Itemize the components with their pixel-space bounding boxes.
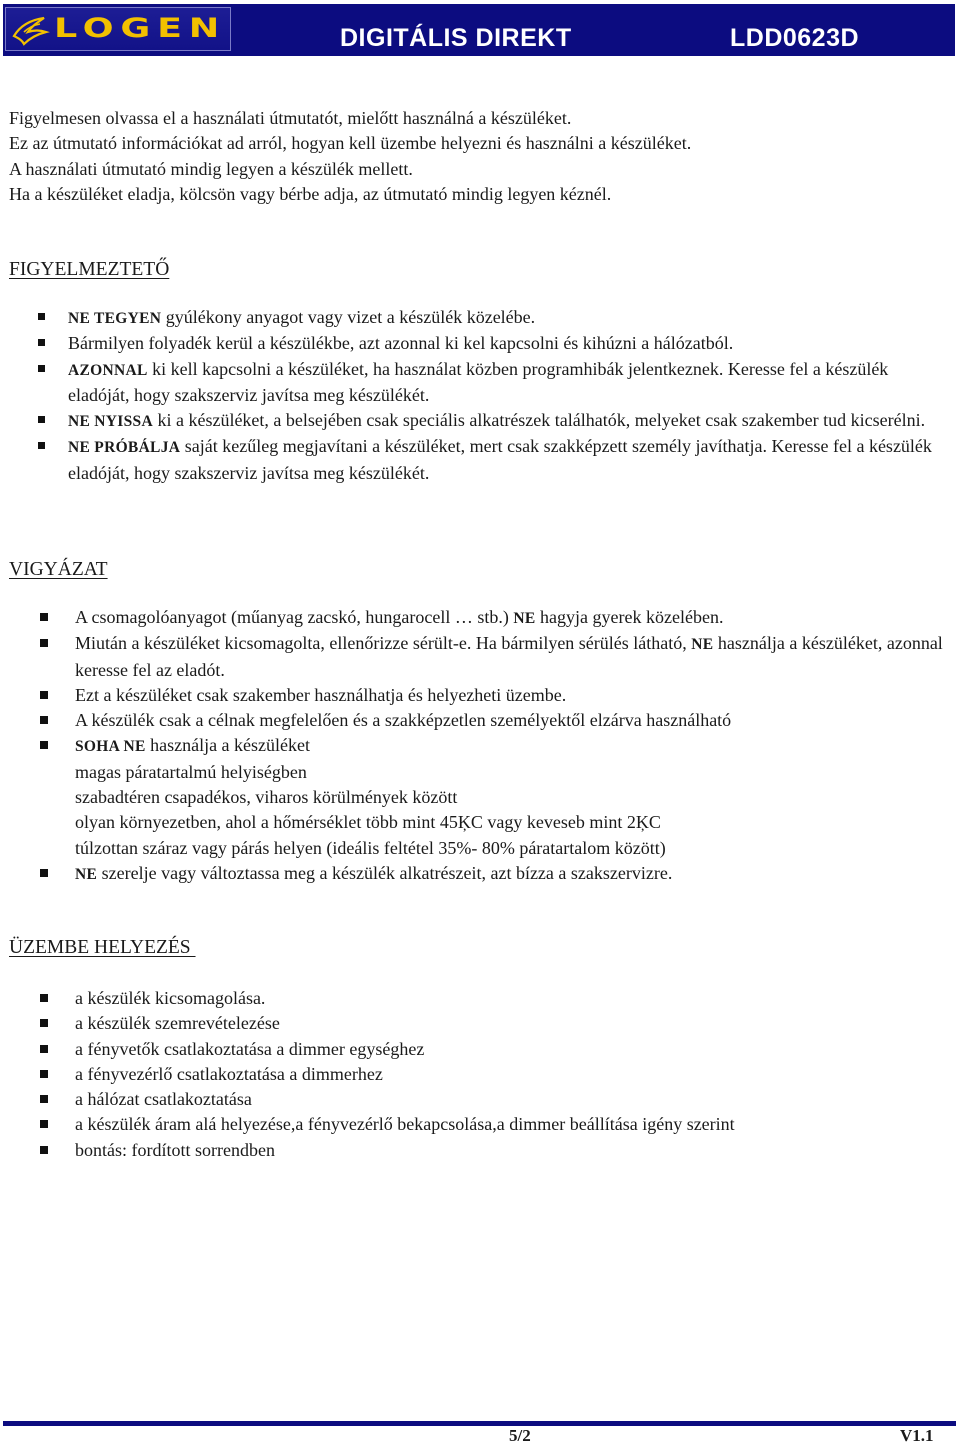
list-item: [75, 631, 950, 683]
item-text: használja a készüléket: [145, 735, 311, 756]
item-text: saját kezűleg megjavítani a készüléket, mert csak szakképzett személy javíthatja. Keresse fel a készülék eladóját, hogy szakszerviz javítsa meg készülékét.: [68, 436, 932, 483]
caution-heading: VIGYÁZAT: [9, 559, 108, 580]
item-text: A készülék csak a célnak megfelelően és a szakképzetlen személyektől elzárva használható: [75, 710, 732, 731]
list-item: [75, 708, 950, 733]
list-item: [68, 305, 948, 331]
bullet-icon: [40, 716, 48, 724]
item-text: a fényvetők csatlakoztatása a dimmer egységhez: [75, 1038, 425, 1059]
intro-line: Ha a készüléket eladja, kölcsön vagy bérbe adja, az útmutató mindig legyen kéznél.: [9, 183, 612, 204]
bullet-icon: [40, 691, 48, 699]
bullet-icon: [40, 1120, 48, 1128]
bullet-icon: [38, 339, 45, 346]
bullet-icon: [40, 1019, 48, 1027]
bullet-icon: [40, 741, 48, 749]
item-text: A csomagolóanyagot (műanyag zacskó, hungarocell … stb.): [75, 607, 514, 627]
keyword: NE: [691, 636, 714, 654]
list-item: [75, 733, 950, 860]
bullet-icon: [40, 1070, 48, 1078]
model-number: LDD0623D: [730, 24, 860, 52]
list-item: [75, 861, 950, 887]
item-text: ki a készüléket, a belsejében csak speciális alkatrészek találhatók, melyeket csak szakember tud kicserélni.: [152, 410, 926, 431]
install-heading: ÜZEMBE HELYEZÉS: [9, 937, 196, 958]
item-text: gyúlékony anyagot vagy vizet a készülék közelébe.: [161, 307, 536, 327]
list-item: [75, 1062, 945, 1087]
list-item: [75, 605, 950, 631]
item-text: a készülék áram alá helyezése,a fényvezérlő bekapcsolása,a dimmer beállítása igény szerint: [75, 1114, 735, 1135]
bullet-icon: [40, 1045, 48, 1053]
intro-paragraph: [9, 106, 691, 207]
version-label: V1.1: [900, 1426, 934, 1445]
item-text: használja a készüléket, azonnal keresse fel az eladót.: [75, 633, 943, 680]
header-bar: [3, 4, 955, 56]
keyword: NE: [75, 865, 98, 883]
footer-band: [3, 1426, 956, 1448]
bullet-icon: [40, 1095, 48, 1103]
logo: [5, 7, 231, 51]
eagle-logo-icon: [10, 12, 52, 48]
logo-wordmark: LOGEN: [54, 13, 226, 44]
bullet-icon: [38, 365, 45, 372]
condition-line: túlzottan száraz vagy párás helyen (ideális feltétel 35%- 80% páratartalom között): [75, 837, 666, 858]
install-steps-list: [75, 986, 945, 1163]
warning-heading: FIGYELMEZTETŐ: [9, 259, 170, 280]
intro-line: A használati útmutató mindig legyen a készülék mellett.: [9, 158, 413, 179]
bullet-icon: [40, 613, 48, 621]
keyword: NE: [513, 610, 536, 627]
list-item: [75, 1112, 945, 1137]
list-item: [75, 1037, 945, 1062]
list-item: [68, 434, 948, 486]
bullet-icon: [40, 869, 48, 877]
bullet-icon: [40, 1146, 48, 1154]
item-text: Miután a készüléket kicsomagolta, ellenőrizze sérült-e. Ha bármilyen sérülés látható,: [75, 633, 692, 654]
list-item: [75, 683, 950, 708]
intro-line: Ez az útmutató információkat ad arról, hogyan kell üzembe helyezni és használni a készüléket.: [9, 133, 692, 154]
keyword: SOHA NE: [75, 738, 146, 756]
list-item: [68, 331, 948, 356]
intro-line: Figyelmesen olvassa el a használati útmutatót, mielőtt használná a készüléket.: [9, 108, 572, 128]
caution-list: [75, 605, 950, 887]
item-text: a készülék kicsomagolása.: [75, 988, 266, 1008]
item-text: hagyja gyerek közelében.: [535, 607, 724, 627]
warning-list: [68, 305, 948, 486]
condition-line: szabadtéren csapadékos, viharos körülmények között: [75, 787, 458, 808]
keyword: NE NYISSA: [68, 413, 153, 431]
list-item: [75, 986, 945, 1011]
item-text: a fényvezérlő csatlakoztatása a dimmerhez: [75, 1063, 383, 1084]
item-text: Bármilyen folyadék kerül a készülékbe, azt azonnal ki kel kapcsolni és kihúzni a hálózatból.: [68, 333, 734, 354]
list-item: [68, 357, 948, 409]
keyword: NE TEGYEN: [68, 310, 162, 327]
page-number: 5/2: [509, 1426, 531, 1445]
keyword: AZONNAL: [68, 361, 148, 379]
footer-bar: [3, 1421, 956, 1448]
item-text: szerelje vagy változtassa meg a készülék alkatrészeit, azt bízza a szakszervizre.: [97, 862, 673, 883]
bullet-icon: [38, 442, 45, 449]
condition-line: olyan környezetben, ahol a hőmérséklet több mint 45ĶC vagy keveseb mint 2ĶC: [75, 812, 661, 833]
document-title: DIGITÁLIS DIREKT: [340, 24, 572, 52]
item-text: bontás: fordított sorrendben: [75, 1139, 275, 1160]
item-text: a készülék szemrevételezése: [75, 1013, 280, 1034]
bullet-icon: [38, 416, 45, 423]
bullet-icon: [40, 639, 48, 647]
condition-line: magas páratartalmú helyiségben: [75, 761, 307, 782]
item-text: ki kell kapcsolni a készüléket, ha használat közben programhibák jelentkeznek. Keresse fel a készülék eladóját, hogy szakszerviz javítsa meg készülékét.: [68, 358, 889, 405]
keyword: NE PRÓBÁLJA: [68, 439, 181, 457]
list-item: [75, 1087, 945, 1112]
list-item: [75, 1138, 945, 1163]
list-item: [75, 1011, 945, 1036]
bullet-icon: [38, 313, 45, 320]
item-text: Ezt a készüléket csak szakember használhatja és helyezheti üzembe.: [75, 684, 567, 705]
list-item: [68, 408, 948, 434]
bullet-icon: [40, 994, 48, 1002]
item-text: a hálózat csatlakoztatása: [75, 1089, 252, 1110]
